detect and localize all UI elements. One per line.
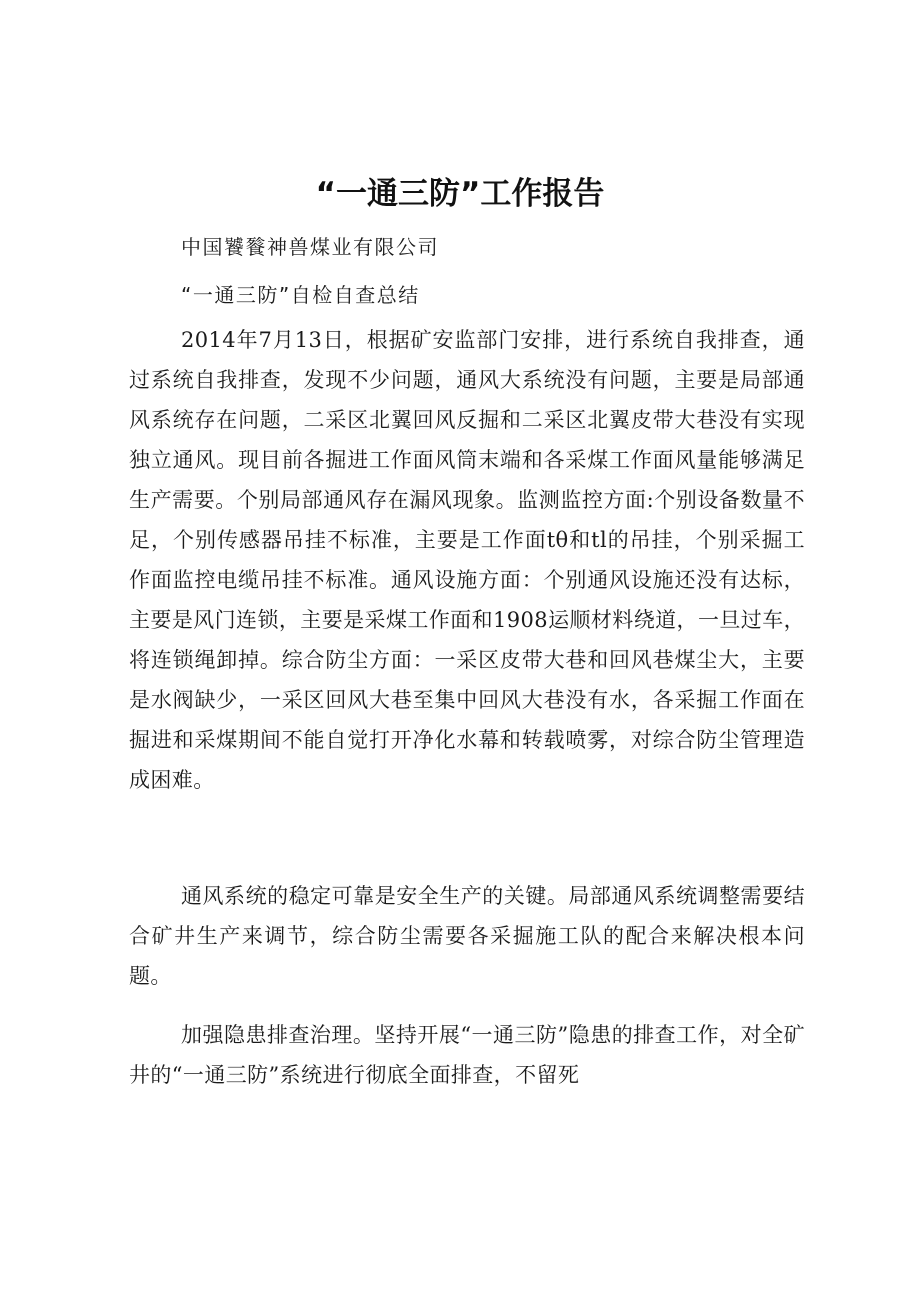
paragraph-self-inspection: 2014年7月13日，根据矿安监部门安排，进行系统自我排查，通过系统自我排查，发现不少问题，通风大系统没有问题，主要是局部通风系统存在问题，二采区北翼回风反掘和二采区北翼皮带大巷没有实现独立通风。现目前各掘进工作面风筒末端和各采煤工作面风量能够满足生产需要。个别局部通风存在漏风现象。监测监控方面:个别设备数量不足，个别传感器吊挂不标准，主要是工作面tθ和tl的吊挂，个别采掘工作面监控电缆吊挂不标准。通风设施方面：个别通风设施还没有达标，主要是风门连锁，主要是采煤工作面和1908运顺材料绕道，一旦过车，将连锁绳卸掉。综合防尘方面：一采区皮带大巷和回风巷煤尘大，主要是水阀缺少，一采区回风大巷至集中回风大巷没有水，各采掘工作面在掘进和采煤期间不能自觉打开净化水幕和转载喷雾，对综合防尘管理造成困难。 [129, 328, 805, 792]
company-name: 中国饕餮神兽煤业有限公司 [181, 235, 439, 259]
paragraph-hazard-inspection: 加强隐患排查治理。坚持开展“一通三防”隐患的排查工作，对全矿井的“一通三防”系统进行彻底全面排查，不留死 [129, 1023, 805, 1087]
paragraph-ventilation-system: 通风系统的稳定可靠是安全生产的关键。局部通风系统调整需要结合矿井生产来调节，综合防尘需要各采掘施工队的配合来解决根本问题。 [129, 884, 805, 988]
document-subtitle: “一通三防”自检自查总结 [181, 283, 420, 307]
document-title: “一通三防”工作报告 [315, 176, 605, 212]
